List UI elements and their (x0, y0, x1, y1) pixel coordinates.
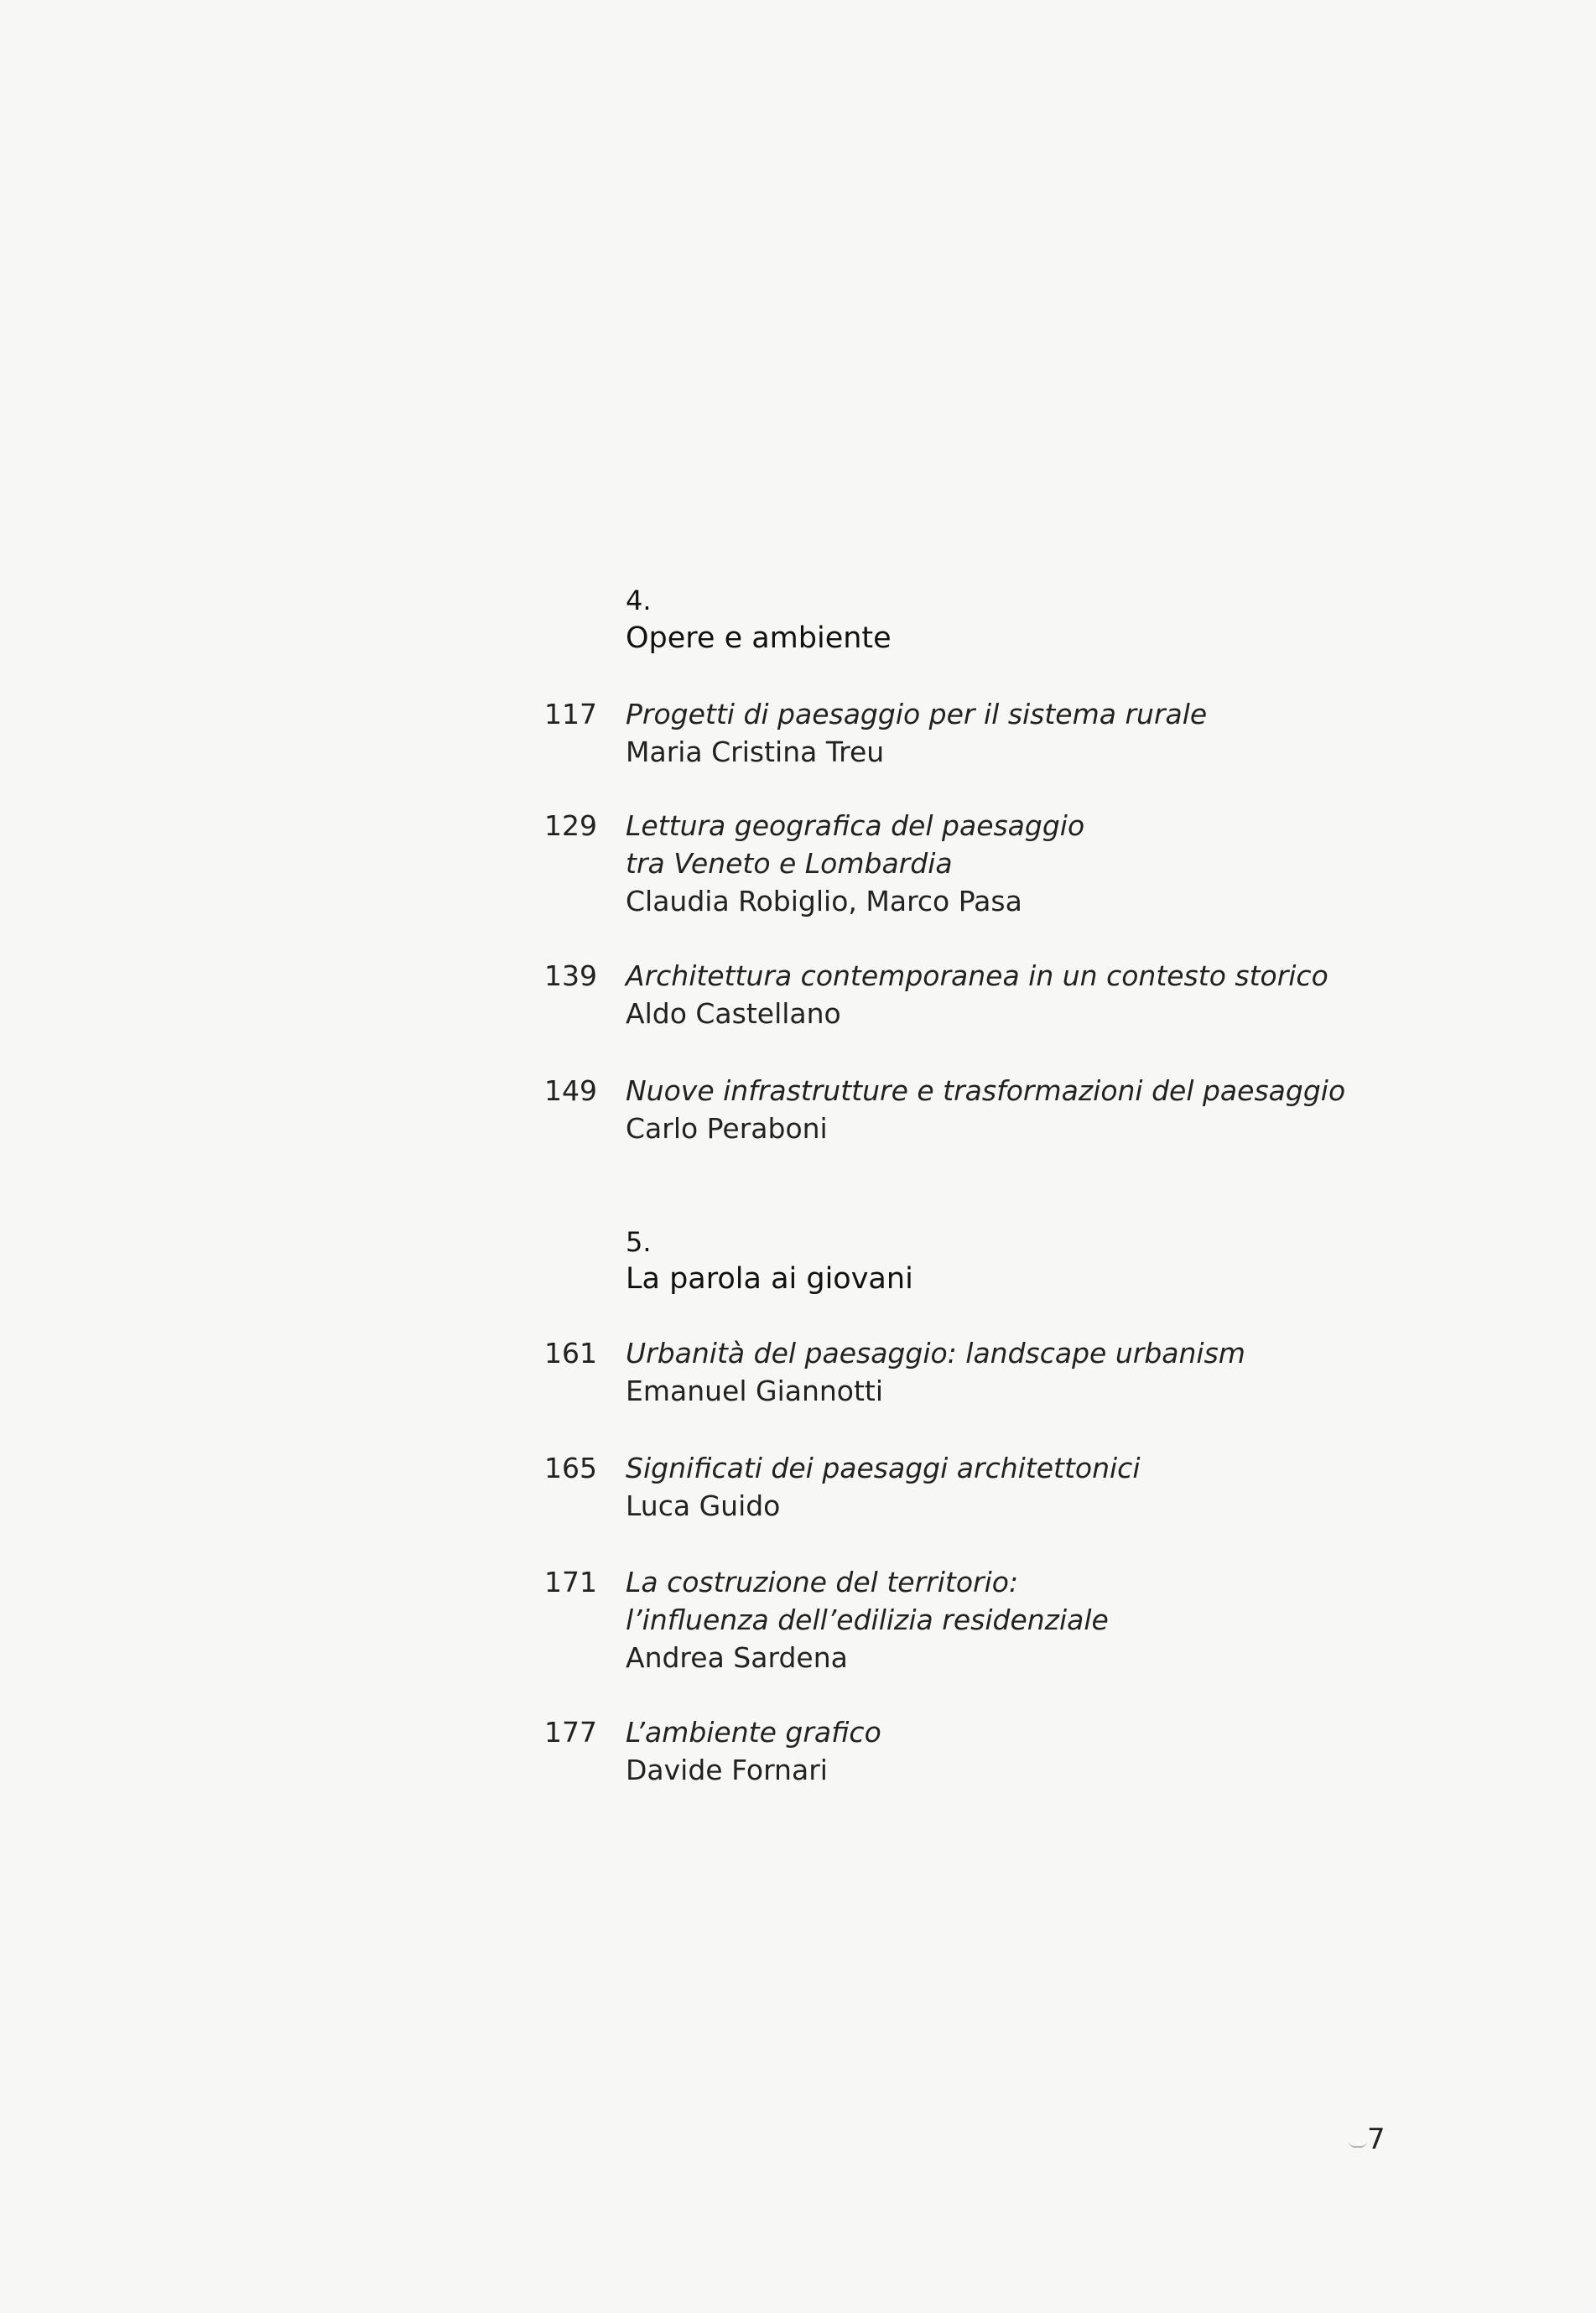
folio-mark-icon (1349, 2141, 1367, 2148)
entry-text (626, 807, 1084, 920)
page-number: 7 (1367, 2123, 1385, 2156)
entry-title: Progetti di paesaggio per il sistema rurale (626, 698, 1208, 730)
entry-page-number: 171 (544, 1566, 597, 1598)
entry-author: Emanuel Giannotti (626, 1375, 884, 1407)
entry-title: La costruzione del territorio: l’influenza dell’edilizia residenziale (626, 1566, 1109, 1636)
entry-author: Maria Cristina Treu (626, 735, 885, 768)
entry-text (626, 1072, 1345, 1147)
entry-title: Architettura contemporanea in un contesto storico (626, 959, 1328, 992)
entry-text (626, 1713, 881, 1789)
section-title: Opere e ambiente (626, 621, 892, 655)
entry-author: Davide Fornari (626, 1754, 828, 1786)
entry-author: Andrea Sardena (626, 1641, 848, 1674)
entry-author: Claudia Robiglio, Marco Pasa (626, 885, 1022, 917)
entry-author: Aldo Castellano (626, 997, 841, 1030)
entry-page-number: 129 (544, 809, 597, 842)
entry-page-number: 149 (544, 1074, 597, 1107)
entry-title: Urbanità del paesaggio: landscape urbanism (626, 1337, 1245, 1370)
section-number: 5. (626, 1226, 652, 1258)
entry-text (626, 1334, 1245, 1410)
section-title: La parola ai giovani (626, 1262, 913, 1296)
entry-page-number: 177 (544, 1716, 597, 1749)
entry-title: L’ambiente grafico (626, 1716, 881, 1749)
entry-title: Nuove infrastrutture e trasformazioni del paesaggio (626, 1074, 1346, 1107)
entry-title: Lettura geografica del paesaggio tra Veneto e Lombardia (626, 809, 1085, 880)
entry-text (626, 695, 1207, 771)
entry-page-number: 117 (544, 698, 597, 730)
entry-author: Luca Guido (626, 1489, 781, 1522)
section-number: 4. (626, 585, 652, 616)
entry-page-number: 165 (544, 1452, 597, 1484)
entry-title: Significati dei paesaggi architettonici (626, 1452, 1141, 1484)
entry-text (626, 957, 1328, 1032)
entry-text (626, 1449, 1141, 1525)
entry-author: Carlo Peraboni (626, 1112, 828, 1145)
entry-text (626, 1563, 1109, 1676)
entry-page-number: 139 (544, 959, 597, 992)
entry-page-number: 161 (544, 1337, 597, 1370)
